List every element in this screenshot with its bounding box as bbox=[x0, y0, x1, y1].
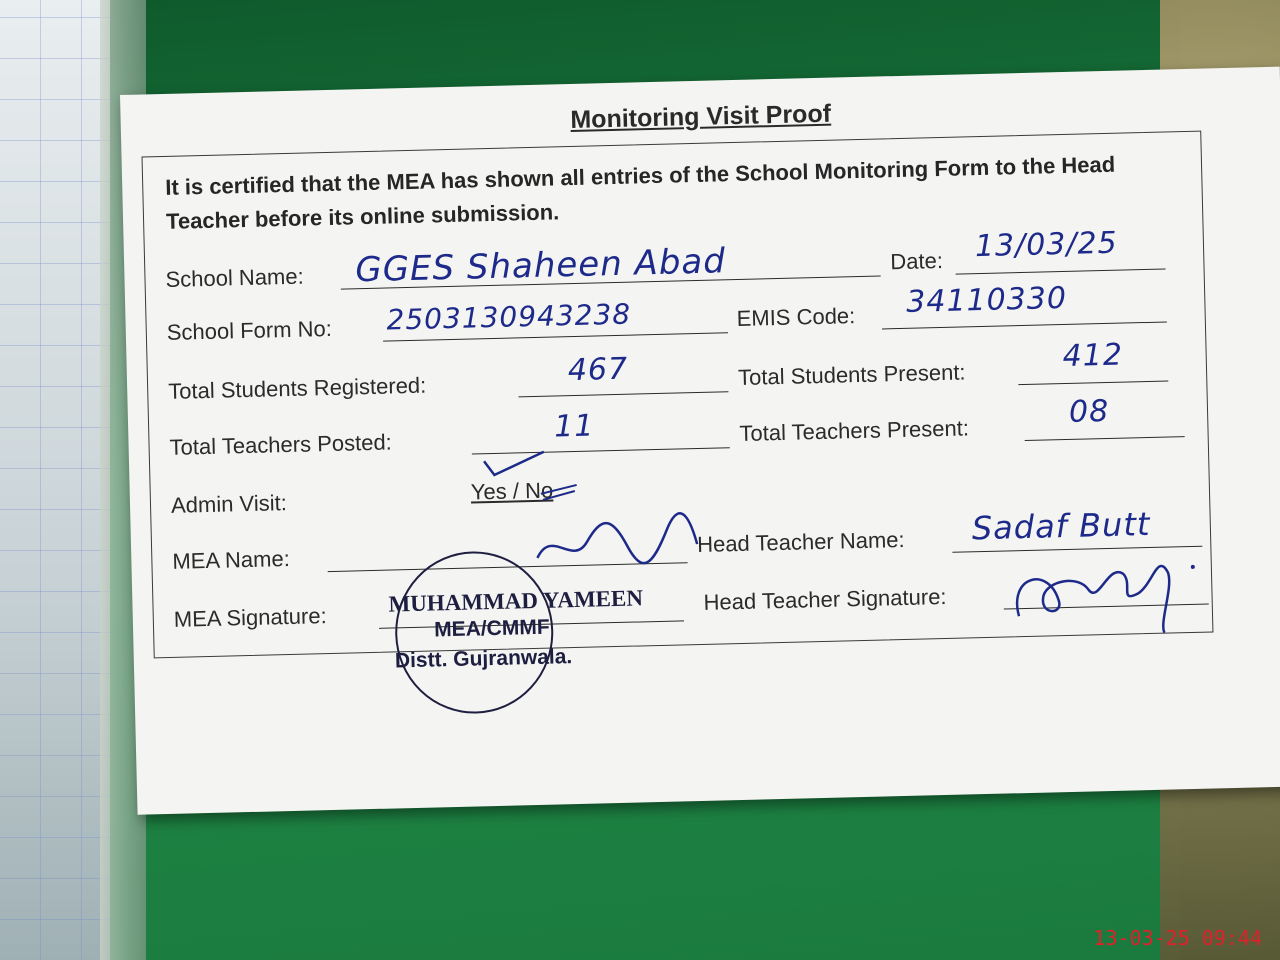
total-teachers-posted-label: Total Teachers Posted: bbox=[169, 429, 393, 460]
emis-code-line bbox=[882, 320, 1167, 329]
monitoring-visit-proof-card bbox=[120, 67, 1280, 815]
checkmark-icon bbox=[480, 448, 551, 480]
form-box bbox=[142, 131, 1214, 673]
date-value: 13/03/25 bbox=[974, 225, 1119, 265]
mea-signature-label: MEA Signature: bbox=[173, 603, 327, 632]
school-name-label: School Name: bbox=[165, 263, 304, 292]
total-teachers-present-label: Total Teachers Present: bbox=[739, 415, 970, 446]
total-teachers-present-value: 08 bbox=[1068, 393, 1110, 430]
mea-name-label: MEA Name: bbox=[172, 545, 291, 574]
head-teacher-signature-label: Head Teacher Signature: bbox=[703, 583, 947, 615]
strikethrough-icon bbox=[538, 477, 581, 506]
total-students-present-line bbox=[1018, 379, 1168, 385]
head-teacher-name-label: Head Teacher Name: bbox=[696, 526, 905, 558]
emis-code-value: 34110330 bbox=[905, 280, 1068, 320]
school-name-value: GGES Shaheen Abad bbox=[354, 241, 727, 291]
total-students-registered-label: Total Students Registered: bbox=[167, 372, 427, 404]
head-teacher-name-value: Sadaf Butt bbox=[971, 504, 1151, 548]
date-line bbox=[956, 268, 1166, 275]
stamp-name: MUHAMMAD YAMEEN bbox=[388, 585, 644, 617]
admin-visit-label: Admin Visit: bbox=[170, 490, 288, 518]
school-form-no-label: School Form No: bbox=[166, 315, 333, 345]
total-teachers-posted-value: 11 bbox=[553, 408, 595, 445]
total-students-registered-line bbox=[518, 390, 728, 397]
total-students-registered-value: 467 bbox=[567, 351, 629, 389]
head-teacher-signature-scribble bbox=[1007, 542, 1209, 642]
date-label: Date: bbox=[889, 247, 944, 275]
form-title: Monitoring Visit Proof bbox=[570, 99, 832, 134]
emis-code-label: EMIS Code: bbox=[736, 303, 856, 331]
total-students-present-label: Total Students Present: bbox=[737, 359, 966, 390]
stamp-role: MEA/CMMF bbox=[433, 615, 550, 642]
school-form-no-value: 2503130943238 bbox=[386, 297, 632, 337]
admin-visit-options: Yes / No bbox=[470, 477, 554, 505]
certification-text: It is certified that the MEA has shown all entries of the School Monitoring Form to the Head Teacher before its online submission. bbox=[164, 151, 1116, 234]
camera-timestamp: 13-03-25 09:44 bbox=[1093, 926, 1262, 950]
stamp-district: Distt. Gujranwala. bbox=[394, 645, 573, 673]
total-teachers-present-line bbox=[1025, 435, 1185, 441]
total-students-present-value: 412 bbox=[1062, 337, 1124, 375]
